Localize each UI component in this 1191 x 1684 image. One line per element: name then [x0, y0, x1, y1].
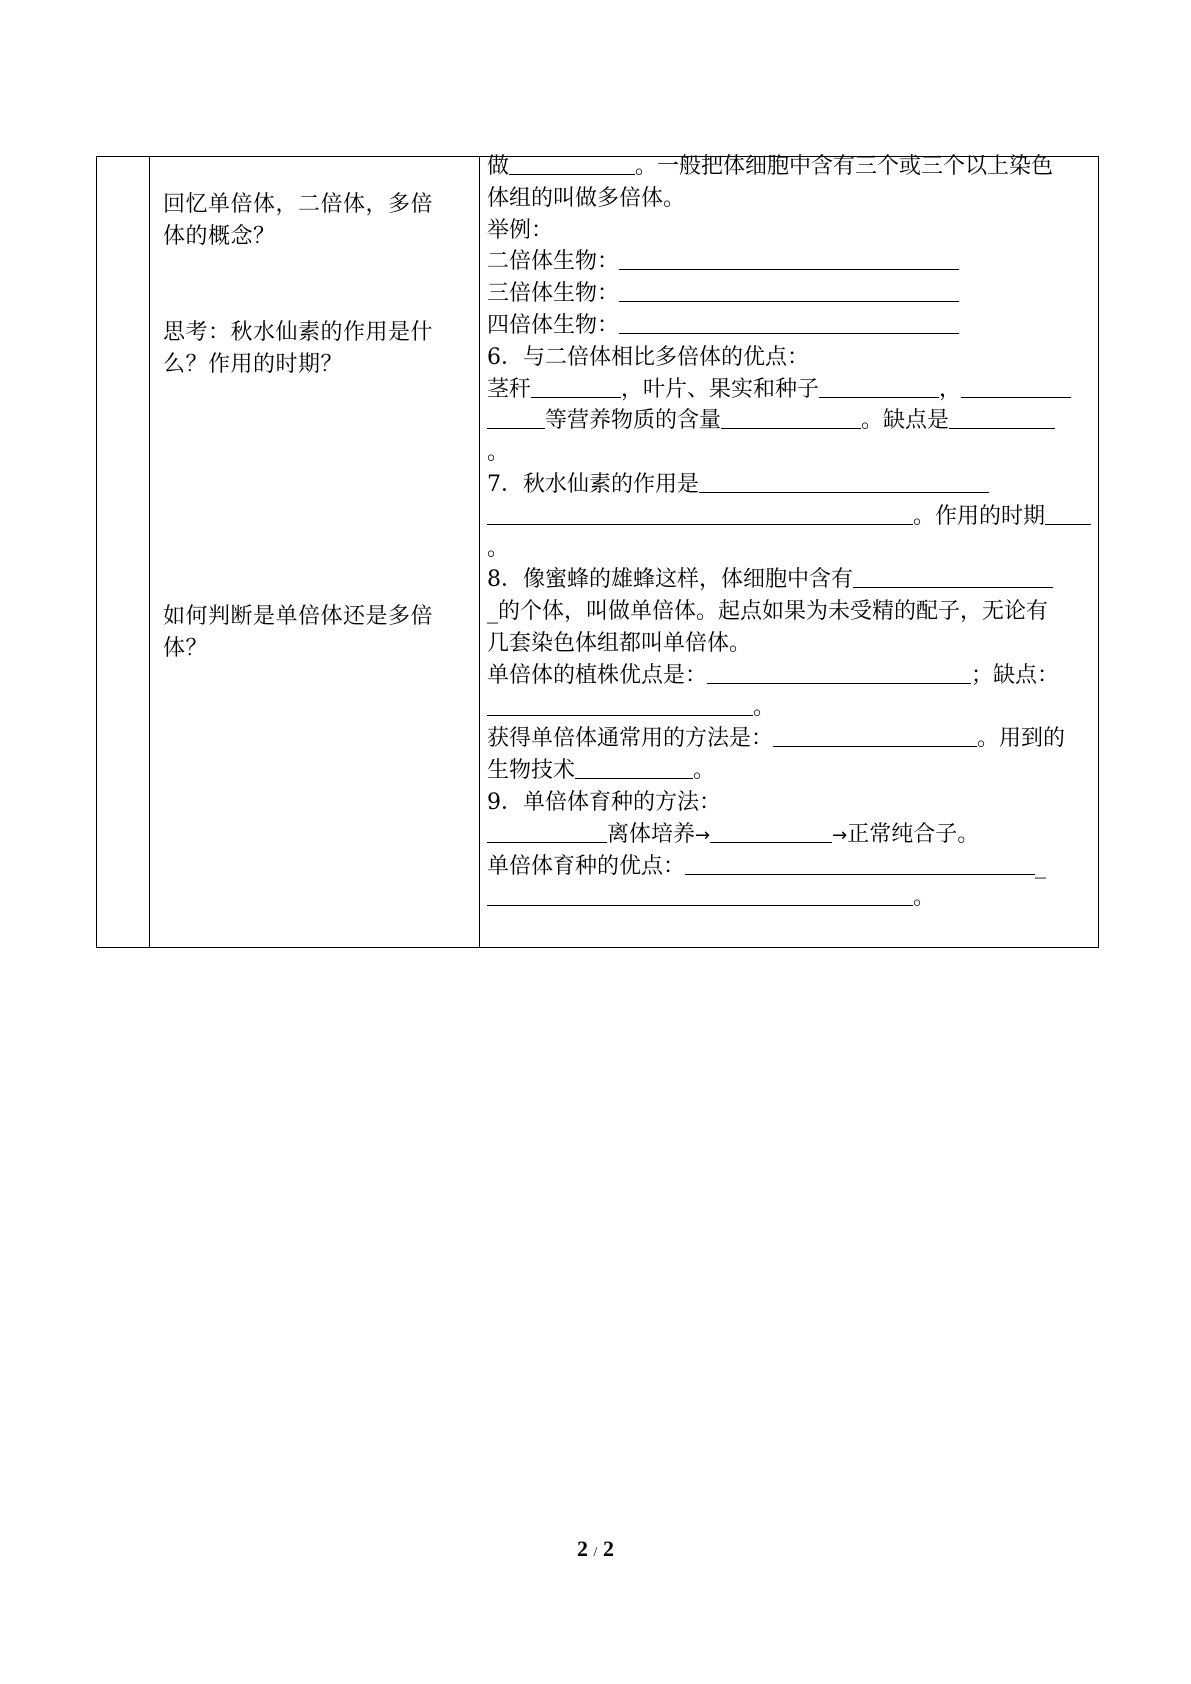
blank[interactable]	[531, 375, 621, 398]
blank[interactable]	[509, 152, 635, 175]
question-line: 思考：秋水仙素的作用是什	[163, 320, 434, 345]
answer-line: 做 。一般把体细胞中含有三个或三个以上染色	[487, 154, 1054, 179]
blank[interactable]	[685, 852, 1035, 875]
blank[interactable]	[961, 375, 1071, 398]
blank[interactable]	[487, 502, 913, 525]
question-judge-ploidy	[163, 601, 473, 665]
answer-line: 四倍体生物：	[487, 310, 1092, 342]
answer-line: 举例：	[487, 217, 554, 243]
arrow-icon: →	[695, 824, 711, 846]
answer-line: 生物技术 。	[487, 758, 716, 784]
blank[interactable]	[619, 279, 959, 302]
blank[interactable]	[949, 406, 1055, 429]
answer-content	[487, 151, 1092, 914]
question-line: 体？	[163, 636, 209, 661]
blank[interactable]	[710, 820, 832, 843]
answer-line: 二倍体生物：	[487, 246, 1092, 278]
blank[interactable]	[487, 820, 607, 843]
answer-line: 9．单倍体育种的方法：	[487, 789, 721, 815]
answer-line: 获得单倍体通常用的方法是： 。用到的	[487, 726, 1066, 752]
blank[interactable]	[575, 756, 693, 779]
blank[interactable]	[619, 311, 959, 334]
blank[interactable]	[853, 565, 1053, 588]
answer-line: 。	[487, 882, 1092, 914]
question-line: 如何判断是单倍体还是多倍	[163, 604, 434, 629]
answer-line: 离体培养→ →正常纯合子。	[487, 819, 1092, 851]
answer-line: 单倍体的植株优点是： ；缺点：	[487, 662, 1060, 688]
question-line: 么？作用的时期？	[163, 352, 344, 377]
blank[interactable]	[1045, 502, 1091, 525]
blank[interactable]	[487, 883, 913, 906]
column-divider-2	[479, 157, 480, 947]
answer-line: 。	[487, 535, 510, 561]
answer-line: 。作用的时期	[487, 501, 1092, 533]
answer-line: 茎秆 ，叶片、果实和种子 ，	[487, 374, 1092, 406]
question-haploid-concept	[163, 189, 473, 253]
answer-line: 三倍体生物：	[487, 278, 1092, 310]
question-colchicine	[163, 317, 473, 381]
answer-line: 单倍体育种的优点： _	[487, 853, 1047, 879]
answer-line: 。	[487, 692, 1092, 724]
answer-line: 几套染色体组都叫单倍体。	[487, 630, 752, 656]
answer-line: 体组的叫做多倍体。	[487, 185, 686, 211]
answer-line: _的个体，叫做单倍体。起点如果为未受精的配子，无论有	[487, 599, 1049, 625]
answer-line: 7．秋水仙素的作用是	[487, 469, 1092, 501]
answer-line: 8．像蜜蜂的雄蜂这样，体细胞中含有	[487, 564, 1092, 596]
column-divider-1	[149, 157, 150, 947]
blank[interactable]	[487, 693, 753, 716]
page-number: 2 / 2	[577, 1536, 614, 1561]
blank[interactable]	[721, 406, 861, 429]
blank[interactable]	[699, 470, 989, 493]
answer-line: 6．与二倍体相比多倍体的优点：	[487, 344, 809, 370]
answer-line: 。	[487, 440, 510, 466]
blank[interactable]	[487, 406, 545, 429]
question-line: 回忆单倍体，二倍体，多倍	[163, 192, 434, 217]
blank[interactable]	[773, 724, 977, 747]
worksheet-table	[96, 156, 1099, 948]
blank[interactable]	[707, 661, 971, 684]
question-line: 体的概念？	[163, 224, 276, 249]
blank[interactable]	[819, 375, 939, 398]
blank[interactable]	[619, 247, 959, 270]
answer-line: 等营养物质的含量 。缺点是	[487, 405, 1092, 437]
arrow-icon: →	[832, 824, 848, 846]
